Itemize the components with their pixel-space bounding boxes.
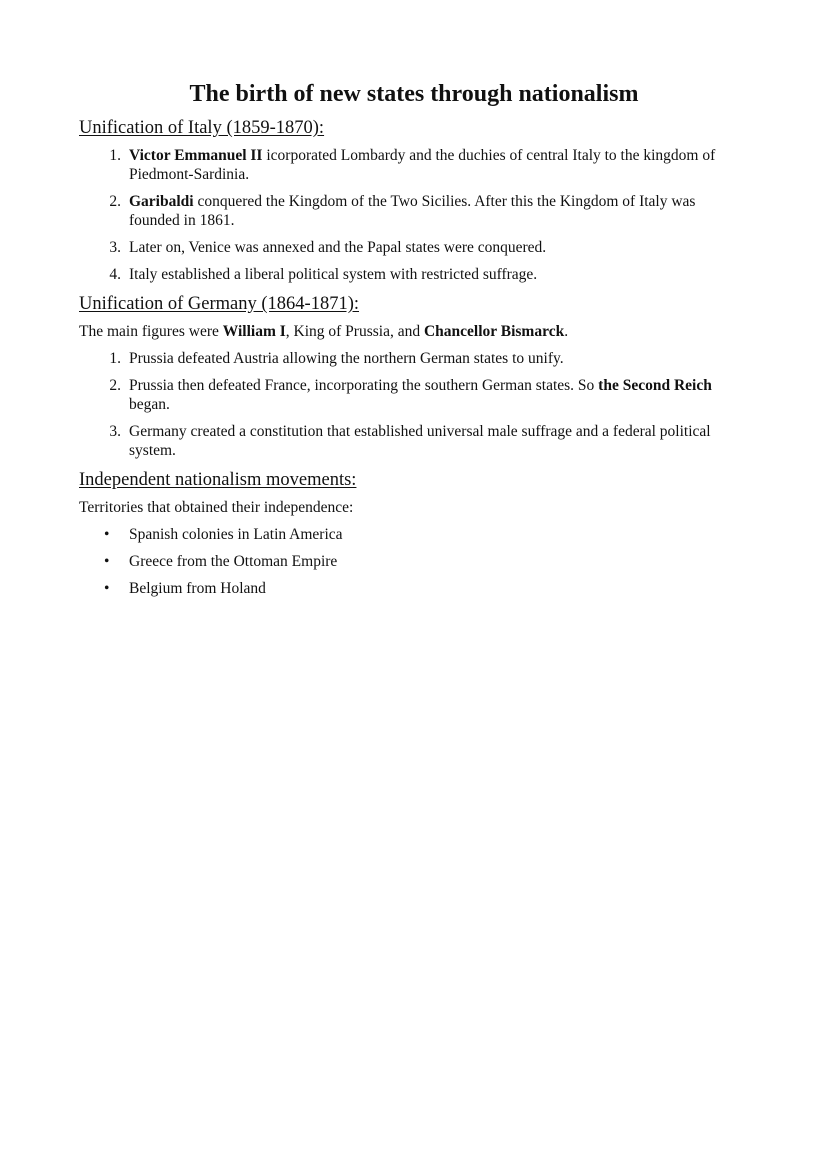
italy-list [79,146,749,284]
bullet-icon: • [104,553,110,570]
germany-list [79,349,749,460]
independent-intro: Territories that obtained their independence: [79,499,354,516]
germany-intro [79,322,749,342]
list-item [79,146,749,184]
list-item-text [129,192,749,230]
list-item [79,238,749,257]
list-item [79,525,749,544]
intro-text: . [564,323,569,340]
list-item-rest: conquered the Kingdom of the Two Sicilies. After this the Kingdom of Italy was founded in 1861. [129,193,696,229]
bold-term: Victor Emmanuel II [129,147,263,164]
section-heading-germany: Unification of Germany (1864-1871): [79,294,359,314]
list-item [79,192,749,230]
bold-term: Garibaldi [129,193,194,210]
list-number: 3. [109,239,121,256]
list-item-rest: icorporated Lombardy and the duchies of central Italy to the kingdom of Piedmont-Sardinia. [129,147,716,183]
list-item-pre: Prussia then defeated France, incorporating the southern German states. So [129,377,599,394]
section-heading-independent: Independent nationalism movements: [79,470,357,490]
list-number: 3. [109,423,121,440]
list-item-text: Prussia defeated Austria allowing the northern German states to unify. [129,350,564,367]
list-item-text: Italy established a liberal political system with restricted suffrage. [129,266,538,283]
list-number: 4. [109,266,121,283]
list-item-text [129,376,749,414]
document-page [79,78,749,606]
list-item-text [129,146,749,184]
bullet-icon: • [104,526,110,543]
bold-term: Chancellor Bismarck [423,323,565,340]
list-item [79,349,749,368]
page-title: The birth of new states through nationalism [189,81,639,107]
list-item-text: Later on, Venice was annexed and the Papal states were conquered. [129,239,547,256]
list-item [79,376,749,414]
list-item [79,579,749,598]
bold-term: the Second Reich [598,377,712,394]
independent-list [79,525,749,598]
list-item-text: Germany created a constitution that established universal male suffrage and a federal political system. [129,423,711,459]
list-item-text: Spanish colonies in Latin America [129,526,343,543]
list-item-text: Belgium from Holand [129,580,266,597]
bullet-icon: • [104,580,110,597]
bold-term: William I [222,323,286,340]
list-item-text: Greece from the Ottoman Empire [129,553,338,570]
list-number: 2. [109,193,121,210]
list-number: 1. [109,147,121,164]
list-number: 2. [109,377,121,394]
list-item [79,552,749,571]
section-heading-italy: Unification of Italy (1859-1870): [79,118,325,138]
list-item-post: began. [129,396,170,413]
list-item [79,265,749,284]
list-item [79,422,749,460]
list-number: 1. [109,350,121,367]
intro-text: , King of Prussia, and [285,323,424,340]
intro-text: The main figures were [79,323,223,340]
